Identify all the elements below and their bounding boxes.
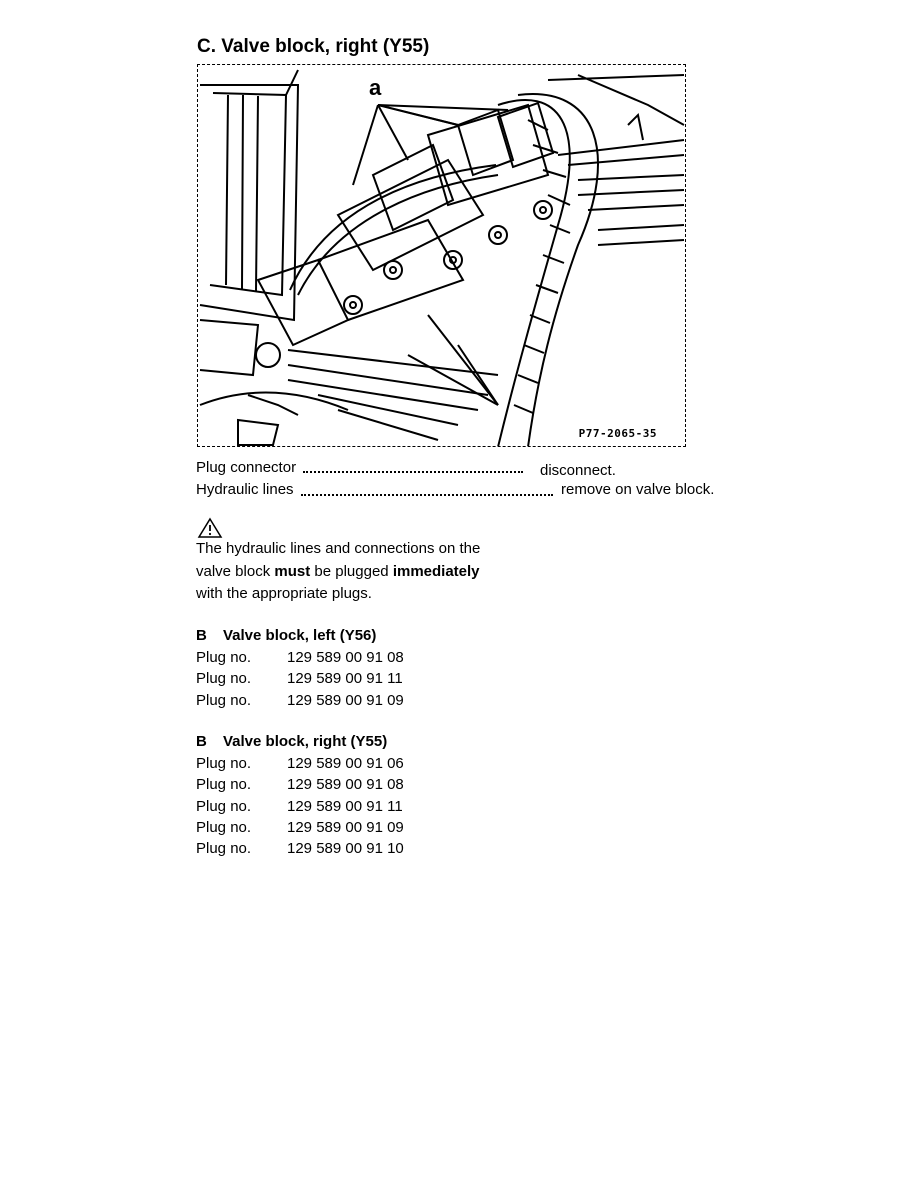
callout-label-a: a	[369, 75, 382, 100]
step-item-plug-connector: Plug connector	[196, 459, 297, 476]
list-item: Plug no. 129 589 00 91 10	[196, 840, 404, 858]
line-drawing	[198, 65, 686, 447]
section-heading: B Valve block, left (Y56)	[196, 627, 377, 644]
list-item: Plug no. 129 589 00 91 08	[196, 649, 404, 666]
figure-code: P77-2065-35	[578, 427, 657, 440]
warning-text: The hydraulic lines and connections on the valve block must be plugged immediately with the appropriate plugs.	[196, 540, 481, 602]
list-item: Plug no. 129 589 00 91 09	[196, 691, 404, 709]
dotted-leader	[303, 471, 523, 473]
plug-list-left	[196, 625, 404, 711]
list-item: Plug no. 129 589 00 91 11	[196, 670, 403, 688]
step-item-hydraulic-lines: Hydraulic lines	[196, 481, 294, 498]
dotted-leader	[301, 494, 553, 496]
page-title: C. Valve block, right (Y55)	[197, 36, 430, 57]
plug-list-right	[196, 731, 404, 859]
list-item: Plug no. 129 589 00 91 06	[196, 755, 404, 772]
list-item: Plug no. 129 589 00 91 09	[196, 818, 404, 836]
list-item: Plug no. 129 589 00 91 08	[196, 776, 404, 794]
list-item: Plug no. 129 589 00 91 11	[196, 797, 403, 815]
section-heading: B Valve block, right (Y55)	[196, 733, 388, 750]
step-action-remove: remove on valve block.	[561, 481, 715, 498]
valve-block-illustration	[197, 64, 686, 447]
step-action-disconnect: disconnect.	[540, 462, 616, 479]
